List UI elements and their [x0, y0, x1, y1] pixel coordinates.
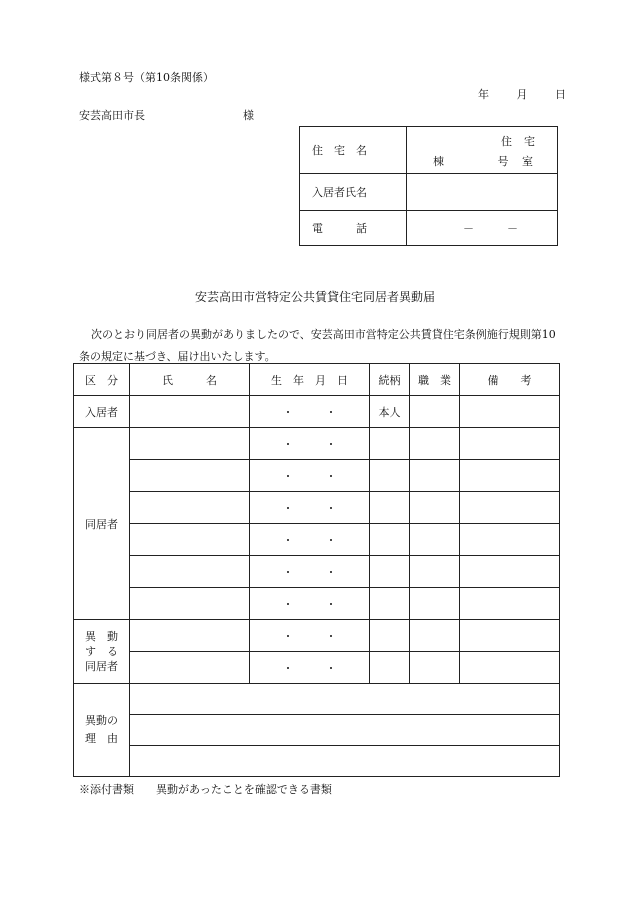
- addressee: 安芸高田市長: [79, 109, 145, 122]
- remarks-cell[interactable]: [460, 556, 560, 588]
- relation-cell[interactable]: [370, 524, 410, 556]
- honorific: 様: [243, 109, 254, 122]
- address-field[interactable]: [407, 127, 558, 174]
- relation-cell[interactable]: [370, 556, 410, 588]
- occupation-cell[interactable]: [410, 556, 460, 588]
- occupation-cell[interactable]: [410, 620, 460, 652]
- body-text: 次のとおり同居者の異動がありましたので、安芸高田市営特定公共賃貸住宅条例施行規則第10条の規定に基づき、届け出いたします。: [79, 328, 556, 363]
- occupation-cell[interactable]: [410, 396, 460, 428]
- table-row: [74, 524, 560, 556]
- date-month: 月: [516, 88, 528, 101]
- reason-category: 異動の 理 由: [74, 684, 130, 777]
- address-label: 住 宅 名: [300, 127, 407, 174]
- phone-field[interactable]: － －: [407, 211, 558, 246]
- remarks-cell[interactable]: [460, 396, 560, 428]
- relation-cell[interactable]: [370, 428, 410, 460]
- relation-cell[interactable]: [370, 620, 410, 652]
- resident-name-label: 入居者氏名: [300, 174, 407, 211]
- birthdate-cell[interactable]: ・ ・: [250, 396, 370, 428]
- reason-line[interactable]: [130, 684, 560, 715]
- header-name: 氏 名: [130, 364, 250, 396]
- birthdate-cell[interactable]: ・ ・: [250, 428, 370, 460]
- building-unit: 棟: [433, 155, 444, 168]
- remarks-cell[interactable]: [460, 652, 560, 684]
- remarks-cell[interactable]: [460, 620, 560, 652]
- date-day: 日: [555, 88, 566, 101]
- header-relation: 続柄: [370, 364, 410, 396]
- table-row: [74, 396, 560, 428]
- remarks-cell[interactable]: [460, 492, 560, 524]
- table-row: [74, 620, 560, 652]
- birthdate-cell[interactable]: ・ ・: [250, 588, 370, 620]
- cohabitant-category: 同居者: [74, 428, 130, 620]
- reason-line[interactable]: [130, 715, 560, 746]
- name-cell[interactable]: [130, 588, 250, 620]
- date-line: [478, 86, 566, 102]
- relation-cell: 本人: [370, 396, 410, 428]
- relation-cell[interactable]: [370, 460, 410, 492]
- occupation-cell[interactable]: [410, 492, 460, 524]
- birthdate-cell[interactable]: ・ ・: [250, 620, 370, 652]
- room-unit: 室: [522, 155, 533, 168]
- remarks-cell[interactable]: [460, 428, 560, 460]
- name-cell[interactable]: [130, 556, 250, 588]
- phone-label: 電 話: [300, 211, 407, 246]
- name-cell[interactable]: [130, 460, 250, 492]
- occupation-cell[interactable]: [410, 652, 460, 684]
- header-occupation: 職 業: [410, 364, 460, 396]
- moving-cohabitant-category: 異 動 す る 同居者: [74, 620, 130, 684]
- table-row: [74, 588, 560, 620]
- date-year: 年: [478, 88, 489, 101]
- table-row: [74, 460, 560, 492]
- table-row: [74, 652, 560, 684]
- number-unit: 号: [497, 155, 509, 168]
- resident-name-field[interactable]: [407, 174, 558, 211]
- table-header-row: [74, 364, 560, 396]
- relation-cell[interactable]: [370, 652, 410, 684]
- header-birthdate: 生 年 月 日: [250, 364, 370, 396]
- birthdate-cell[interactable]: ・ ・: [250, 460, 370, 492]
- occupation-cell[interactable]: [410, 428, 460, 460]
- relation-cell[interactable]: [370, 588, 410, 620]
- reason-line[interactable]: [130, 746, 560, 777]
- name-cell[interactable]: [130, 428, 250, 460]
- cohabitant-table: [73, 363, 560, 777]
- applicant-table: [299, 126, 558, 246]
- attachment-note: ※添付書類 異動があったことを確認できる書類: [79, 783, 332, 796]
- form-title: 安芸高田市営特定公共賃貸住宅同居者異動届: [194, 290, 435, 304]
- table-row: [74, 492, 560, 524]
- name-cell[interactable]: [130, 652, 250, 684]
- occupation-cell[interactable]: [410, 460, 460, 492]
- remarks-cell[interactable]: [460, 524, 560, 556]
- name-cell[interactable]: [130, 492, 250, 524]
- form-number: 様式第８号（第10条関係）: [79, 71, 214, 84]
- name-cell[interactable]: [130, 620, 250, 652]
- occupation-cell[interactable]: [410, 588, 460, 620]
- remarks-cell[interactable]: [460, 460, 560, 492]
- table-row: [74, 428, 560, 460]
- name-cell[interactable]: [130, 524, 250, 556]
- header-remarks: 備 考: [460, 364, 560, 396]
- remarks-cell[interactable]: [460, 588, 560, 620]
- relation-cell[interactable]: [370, 492, 410, 524]
- name-cell[interactable]: [130, 396, 250, 428]
- birthdate-cell[interactable]: ・ ・: [250, 492, 370, 524]
- resident-category: 入居者: [74, 396, 130, 428]
- header-category: 区 分: [74, 364, 130, 396]
- birthdate-cell[interactable]: ・ ・: [250, 652, 370, 684]
- birthdate-cell[interactable]: ・ ・: [250, 556, 370, 588]
- address-unit-line: [433, 153, 533, 169]
- birthdate-cell[interactable]: ・ ・: [250, 524, 370, 556]
- occupation-cell[interactable]: [410, 524, 460, 556]
- table-row: [74, 556, 560, 588]
- address-suffix: 住宅: [501, 135, 547, 148]
